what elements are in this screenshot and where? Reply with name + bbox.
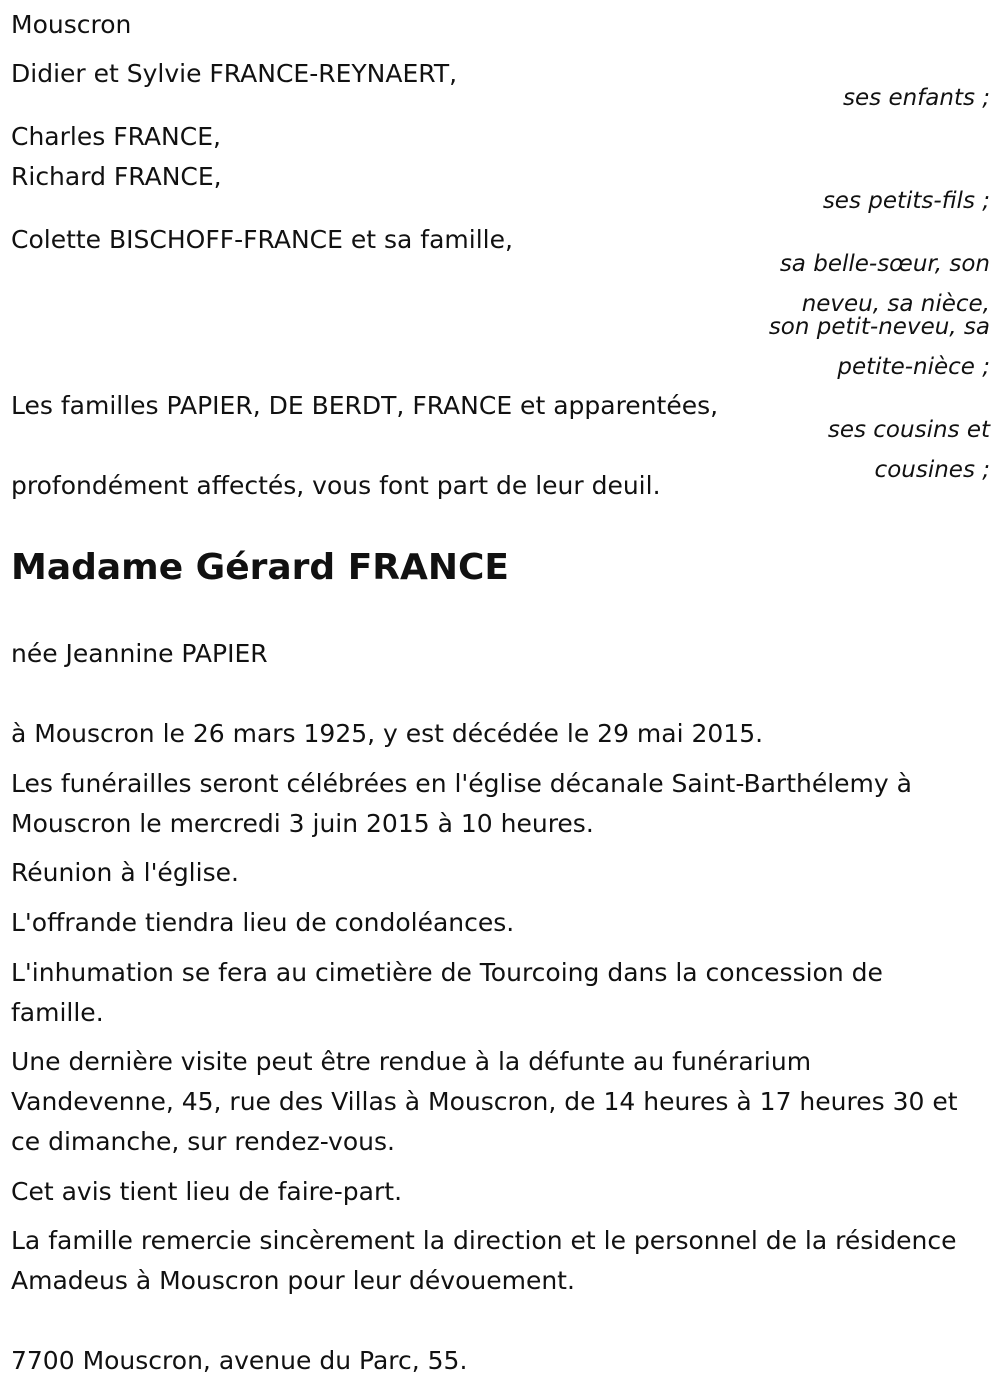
family-role-sister-in-law-line-4: petite-nièce ;	[837, 354, 990, 380]
paragraph-meeting: Réunion à l'église.	[11, 858, 239, 887]
family-role-sister-in-law-line-2: neveu, sa nièce,	[801, 291, 990, 317]
deceased-name: Madame Gérard FRANCE	[11, 547, 510, 588]
address: 7700 Mouscron, avenue du Parc, 55.	[11, 1346, 468, 1375]
family-role-sister-in-law-line-3: son petit-neveu, sa	[768, 314, 990, 340]
family-role-grandsons: ses petits-fils ;	[822, 188, 990, 214]
birth-name: née Jeannine PAPIER	[11, 639, 268, 668]
family-role-cousins-line-2: cousines ;	[874, 457, 990, 483]
paragraph-visit: Une dernière visite peut être rendue à la défunte au funérarium Vandevenne, 45, rue des Villas à Mouscron, de 14 heures à 17 heures 30 et ce dimanche, sur rendez-vous.	[11, 1047, 958, 1156]
family-role-children: ses enfants ;	[843, 85, 990, 111]
family-name-grandson-1: Charles FRANCE,	[11, 122, 221, 151]
family-name-grandson-2: Richard FRANCE,	[11, 162, 222, 191]
paragraph-burial: L'inhumation se fera au cimetière de Tourcoing dans la concession de famille.	[11, 958, 883, 1027]
paragraph-thanks: La famille remercie sincèrement la direction et le personnel de la résidence Amadeus à Mouscron pour leur dévouement.	[11, 1226, 957, 1295]
family-names-cousins: Les familles PAPIER, DE BERDT, FRANCE et apparentées,	[11, 391, 719, 420]
family-role-sister-in-law-line-1: sa belle-sœur, son	[779, 251, 990, 277]
family-names-sister-in-law: Colette BISCHOFF-FRANCE et sa famille,	[11, 225, 513, 254]
paragraph-offering: L'offrande tiendra lieu de condoléances.	[11, 908, 515, 937]
closing-phrase: profondément affectés, vous font part de leur deuil.	[11, 471, 661, 500]
family-role-cousins-line-1: ses cousins et	[827, 417, 990, 443]
paragraph-notice: Cet avis tient lieu de faire-part.	[11, 1177, 403, 1206]
family-names-children: Didier et Sylvie FRANCE-REYNAERT,	[11, 59, 458, 88]
paragraph-funeral: Les funérailles seront célébrées en l'église décanale Saint-Barthélemy à Mouscron le mercredi 3 juin 2015 à 10 heures.	[11, 769, 912, 838]
paragraph-birth-death: à Mouscron le 26 mars 1925, y est décédée le 29 mai 2015.	[11, 719, 764, 748]
location-header: Mouscron	[11, 10, 132, 39]
